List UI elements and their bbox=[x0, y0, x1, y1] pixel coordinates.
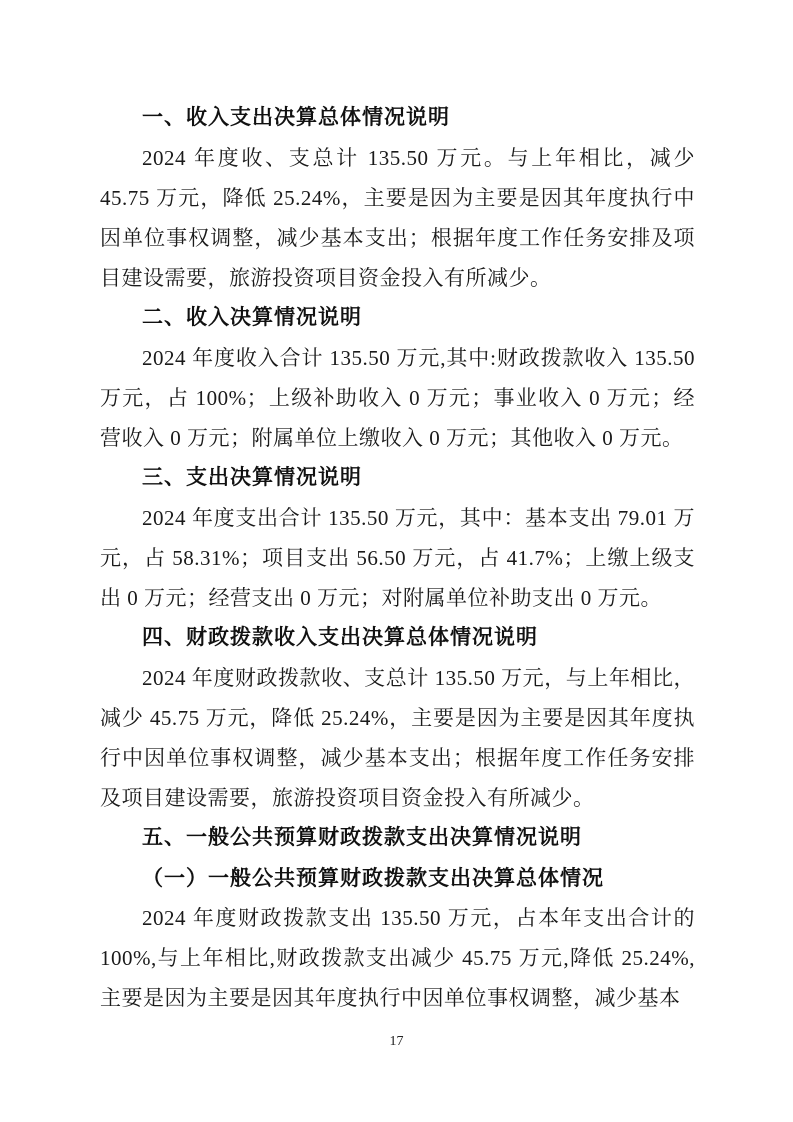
section-5-subheading: （一）一般公共预算财政拨款支出决算总体情况 bbox=[142, 866, 604, 890]
page-number: 17 bbox=[389, 1034, 404, 1049]
section-4-paragraph: 2024 年度财政拨款收、支总计 135.50 万元，与上年相比，减少 45.75 万元，降低 25.24%，主要是因为主要是因其年度执行中因单位事权调整，减少基本支出；根据年度工作任务安排及项目建设需要，旅游投资项目资金投入有所减少。 bbox=[100, 666, 695, 810]
section-3-heading: 三、支出决算情况说明 bbox=[142, 466, 362, 489]
section-2-heading: 二、收入决算情况说明 bbox=[142, 306, 362, 329]
section-expenditure-final-accounts bbox=[100, 458, 695, 618]
section-2-paragraph: 2024 年度收入合计 135.50 万元,其中:财政拨款收入 135.50 万元，占 100%；上级补助收入 0 万元；事业收入 0 万元；经营收入 0 万元；附属单位上缴收入 0 万元；其他收入 0 万元。 bbox=[100, 346, 695, 450]
section-5-heading: 五、一般公共预算财政拨款支出决算情况说明 bbox=[142, 826, 582, 849]
section-3-paragraph: 2024 年度支出合计 135.50 万元，其中：基本支出 79.01 万元，占 58.31%；项目支出 56.50 万元，占 41.7%；上缴上级支出 0 万元；经营支出 0 万元；对附属单位补助支出 0 万元。 bbox=[100, 506, 695, 610]
section-5-paragraph: 2024 年度财政拨款支出 135.50 万元，占本年支出合计的 100%,与上年相比,财政拨款支出减少 45.75 万元,降低 25.24%,主要是因为主要是因其年度执行中因单位事权调整，减少基本 bbox=[100, 906, 695, 1010]
section-fiscal-appropriation-overview bbox=[100, 618, 695, 818]
section-income-final-accounts bbox=[100, 298, 695, 458]
section-4-heading: 四、财政拨款收入支出决算总体情况说明 bbox=[142, 626, 538, 649]
section-1-heading: 一、收入支出决算总体情况说明 bbox=[142, 106, 450, 129]
section-general-public-budget-expenditure bbox=[100, 818, 695, 1018]
section-income-expenditure-overview bbox=[100, 98, 695, 298]
document-content bbox=[100, 98, 695, 1018]
section-1-paragraph: 2024 年度收、支总计 135.50 万元。与上年相比，减少 45.75 万元，降低 25.24%，主要是因为主要是因其年度执行中因单位事权调整，减少基本支出；根据年度工作任务安排及项目建设需要，旅游投资项目资金投入有所减少。 bbox=[100, 146, 695, 290]
